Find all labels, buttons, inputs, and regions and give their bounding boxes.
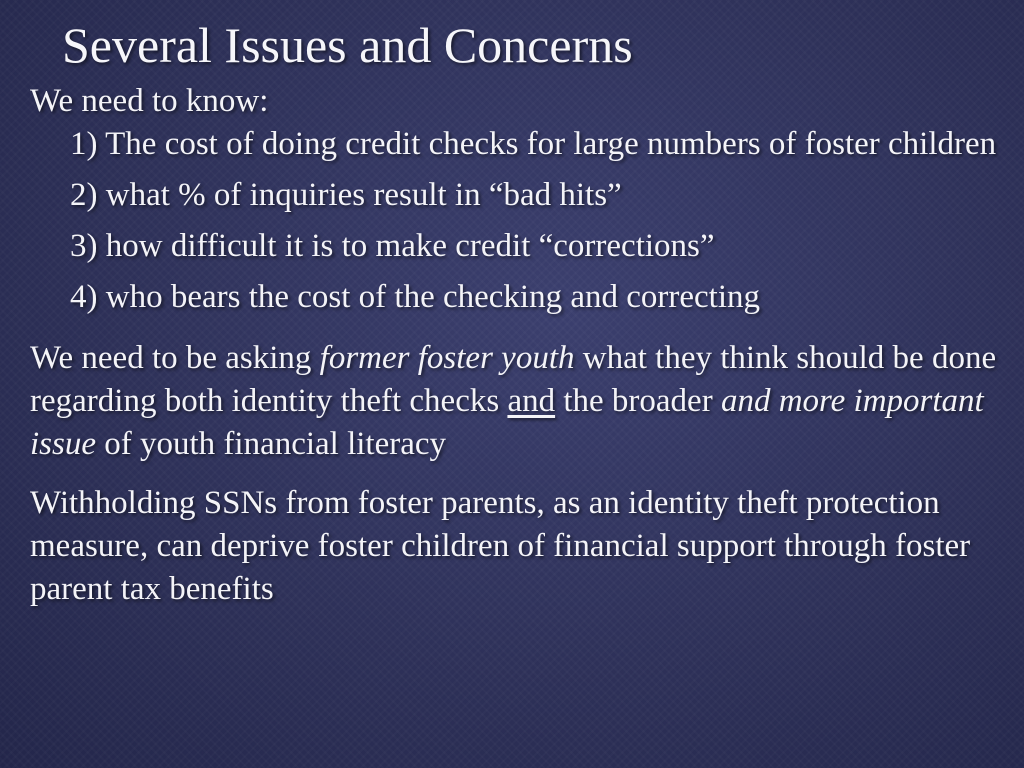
slide-title: Several Issues and Concerns	[62, 17, 633, 73]
underlined-text: and	[507, 383, 556, 419]
italic-text: and more important issue	[30, 383, 984, 462]
text-segment: what they think should be done regarding both identity theft checks	[30, 340, 997, 419]
paragraph-former-foster-youth	[30, 337, 1016, 466]
questions-list	[30, 123, 1016, 319]
text-segment: We need to be asking	[30, 340, 320, 376]
intro-text: We need to know:	[30, 83, 269, 119]
text-segment: of youth financial literacy	[96, 426, 447, 462]
list-item: 4) who bears the cost of the checking and correcting	[70, 279, 760, 315]
italic-text: former foster youth	[319, 340, 575, 376]
list-item: 3) how difficult it is to make credit “corrections”	[70, 228, 715, 264]
paragraph-withholding-ssns: Withholding SSNs from foster parents, as an identity theft protection measure, can deprive foster children of financial support through foster parent tax benefits	[30, 485, 971, 607]
list-item: 2) what % of inquiries result in “bad hits”	[70, 177, 622, 213]
list-item: 1) The cost of doing credit checks for large numbers of foster children	[70, 126, 997, 162]
slide-body	[30, 80, 1016, 611]
text-segment: the broader	[555, 383, 721, 419]
